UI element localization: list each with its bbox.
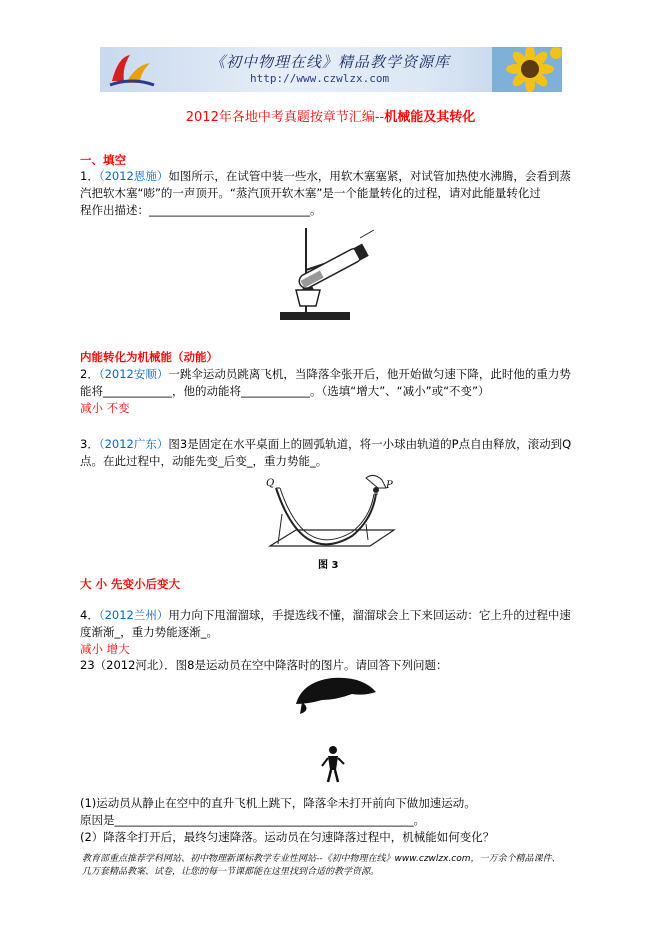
q1-answer: 内能转化为机械能（动能） [80,350,218,364]
arc-track-figure [262,474,402,574]
q3-answer: 大 小 先变小后变大 [80,577,181,591]
q4-source: （2012兰州） [98,608,169,622]
q23-sub2: (2）降落伞打开后，最终匀速降落。运动员在匀速降落过程中，机械能如何变化？ [80,830,495,844]
title-topic: 机械能及其转化 [384,110,476,125]
q3-source: （2012广东） [98,437,169,451]
q1-line1 [80,168,571,185]
footer-line1: 教育部重点推荐学科网站、初中物理新课标教学专业性网站--《初中物理在线》www.czwlzx.com，一万余个精品课件、 [82,854,561,864]
page-footer [82,853,561,879]
parachutist-figure [292,674,382,792]
page-title [0,106,661,125]
q3-text1: 图3是固定在水平桌面上的圆弧轨道，将一小球由轨道的P点自由释放，滚动到Q [168,437,572,451]
q2-line1 [80,366,571,383]
q1-line2: 汽把软木塞“嘭”的一声顶开。“蒸汽顶开软木塞”是一个能量转化的过程，请对此能量转化过 [80,186,541,200]
q3-line1 [80,436,571,453]
q4-answer: 减小 增大 [80,642,130,656]
fig3-label-p: P [386,480,393,491]
title-prefix: 2012年各地中考真题按章节汇编-- [185,110,385,125]
q4-text1: 用力向下甩溜溜球，手提选线不懂，溜溜球会上下来回运动：它上升的过程中速 [168,608,571,622]
sunflower-icon [492,47,562,92]
banner-title: 《初中物理在线》精品教学资源库 [210,53,451,71]
q4-line1 [80,607,571,624]
q3-number: 3． [80,437,99,451]
q1-line3: 程作出描述：____________________________。 [80,203,322,217]
banner-url[interactable]: http://www.czwlzx.com [250,72,390,85]
q2-number: 2． [80,367,99,381]
q4-number: 4． [80,608,99,622]
fig3-caption: 图 3 [318,560,339,571]
fig3-label-q: Q [266,478,275,489]
q1-source: （2012恩施） [98,169,169,183]
q4-line2: 度渐渐_，重力势能逐渐_。 [80,625,218,639]
q2-answer: 减小 不变 [80,401,130,415]
site-logo [106,51,158,89]
q23-line1: 23（2012河北）．图8是运动员在空中降落时的图片。请回答下列问题： [80,658,448,672]
section-heading: 一、填空 [80,153,126,167]
q2-source: （2012安顺） [98,367,169,381]
q3-line2: 点。在此过程中，动能先变_后变_，重力势能_。 [80,454,328,468]
q1-text1: 如图所示，在试管中装一些水，用软木塞塞紧，对试管加热使水沸腾，会看到蒸 [168,169,571,183]
footer-line2: 几万套精品教案、试卷，让您的每一节课都能在这里找到合适的教学资源。 [82,867,380,877]
header-banner [100,47,562,92]
q23-reason: 原因是____________________________________________________。 [80,813,425,827]
q2-line2: 能将____________，他的动能将____________。（选填“增大”、“减小”或“不变”） [80,384,490,398]
test-tube-figure [276,224,376,326]
q2-text1: 一跳伞运动员跳离飞机，当降落伞张开后，他开始做匀速下降，此时他的重力势 [168,367,571,381]
q1-number: 1． [80,169,99,183]
q23-sub1: (1)运动员从静止在空中的直升飞机上跳下，降落伞未打开前向下做加速运动。 [80,796,476,810]
